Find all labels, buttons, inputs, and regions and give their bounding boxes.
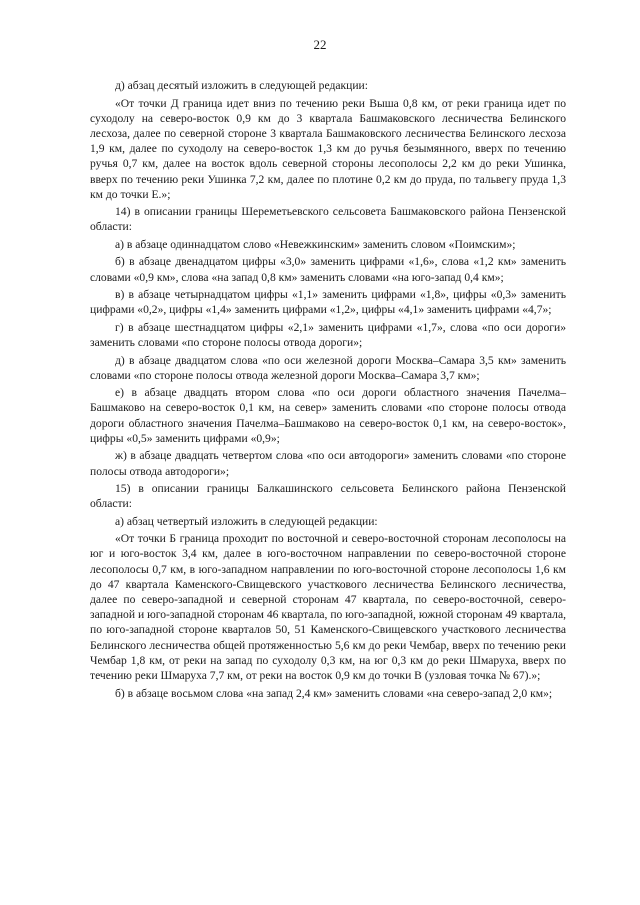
paragraph-quote-tochka-d: «От точки Д граница идет вниз по течению реки Выша 0,8 км, от реки граница идет по суходолу на северо-восток 0,9 км до 3 квартала Башмаковского лесничества Белинского лесхоза, далее по северной стороне 3 квартала Башмаковского лесничества Белинского лесхоза 1,9 км, далее по суходолу на северо-восток 1,3 км до ручья безымянного, вверх по течению ручья 0,7 км, далее на восток вдоль северной стороны лесополосы 2,2 км до реки Ушинка, вверх по течению реки Ушинка 7,2 км, далее по плотине 0,2 км до пруда, по тальвегу пруда 1,3 км до точки Е.»; — [90, 96, 566, 201]
paragraph-14-d: д) в абзаце двадцатом слова «по оси железной дороги Москва–Самара 3,5 км» заменить словами «по стороне полосы отвода железной дороги Москва–Самара 3,7 км»; — [90, 353, 566, 382]
document-body — [90, 78, 566, 703]
paragraph-14-v: в) в абзаце четырнадцатом цифры «1,1» заменить цифрами «1,8», цифры «0,3» заменить цифрами «0,2», цифры «1,4» заменить цифрами «1,2», цифры «4,1» заменить цифрами «4,7»; — [90, 288, 566, 317]
paragraph-item-15: 15) в описании границы Балкашинского сельсовета Белинского района Пензенской области: — [90, 482, 566, 511]
paragraph-14-a: а) в абзаце одиннадцатом слово «Невежкинским» заменить словом «Поимским»; — [115, 237, 516, 251]
paragraph-14-b: б) в абзаце двенадцатом цифры «3,0» заменить цифрами «1,6», слова «1,2 км» заменить словами «0,9 км», слова «на запад 0,8 км» заменить словами «на юго-запад 0,4 км»; — [90, 255, 566, 284]
paragraph-quote-tochka-b: «От точки Б граница проходит по восточной и северо-восточной сторонам лесополосы на юг и юго-восток 3,4 км, далее в юго-восточном направлении по северо-восточной стороне лесополосы 0,7 км, в юго-западном направлении по юго-восточной стороне лесополосы 1,6 км до 47 квартала Каменского-Свищевского участкового лесничества Белинского лесничества, далее по северо-западной и северной сторонам 47 квартала, по северо-восточной, северо-западной и юго-западной сторонам 46 квартала, по юго-западной, южной сторонам 49 квартала, по юго-западной стороне кварталов 50, 51 Каменского-Свищевского участкового лесничества Белинского лесничества общей протяженностью 5,6 км до реки Чембар, вверх по течению реки Чембар 1,8 км, от реки на запад по суходолу 0,3 км, на юг 0,3 км до реки Шмаруха, вверх по течению реки Шмаруха 7,7 км, от реки на восток 0,9 км до точки В (узловая точка № 67).»; — [90, 532, 566, 683]
paragraph-item-14: 14) в описании границы Шереметьевского сельсовета Башмаковского района Пензенской области: — [90, 205, 566, 234]
page-number: 22 — [313, 37, 327, 52]
paragraph-15-a: а) абзац четвертый изложить в следующей редакции: — [115, 514, 378, 528]
paragraph-14-e: е) в абзаце двадцать втором слова «по оси дороги областного значения Пачелма–Башмаково на северо-восток 0,1 км, на север» заменить словами «по стороне полосы отвода дороги областного значения Пачелма–Башмаково на северо-восток 0,1 км, на северо-восток», цифры «0,5» заменить цифрами «0,9»; — [90, 386, 566, 445]
paragraph-14-zh: ж) в абзаце двадцать четвертом слова «по оси автодороги» заменить словами «по стороне полосы отвода автодороги»; — [90, 449, 566, 478]
paragraph-d-abzac-desyatyi: д) абзац десятый изложить в следующей редакции: — [115, 79, 368, 92]
paragraph-15-b: б) в абзаце восьмом слова «на запад 2,4 км» заменить словами «на северо-запад 2,0 км»; — [115, 686, 553, 700]
paragraph-14-g: г) в абзаце шестнадцатом цифры «2,1» заменить цифрами «1,7», слова «по оси дороги» заменить словами «по стороне полосы отвода дороги»; — [90, 320, 566, 350]
